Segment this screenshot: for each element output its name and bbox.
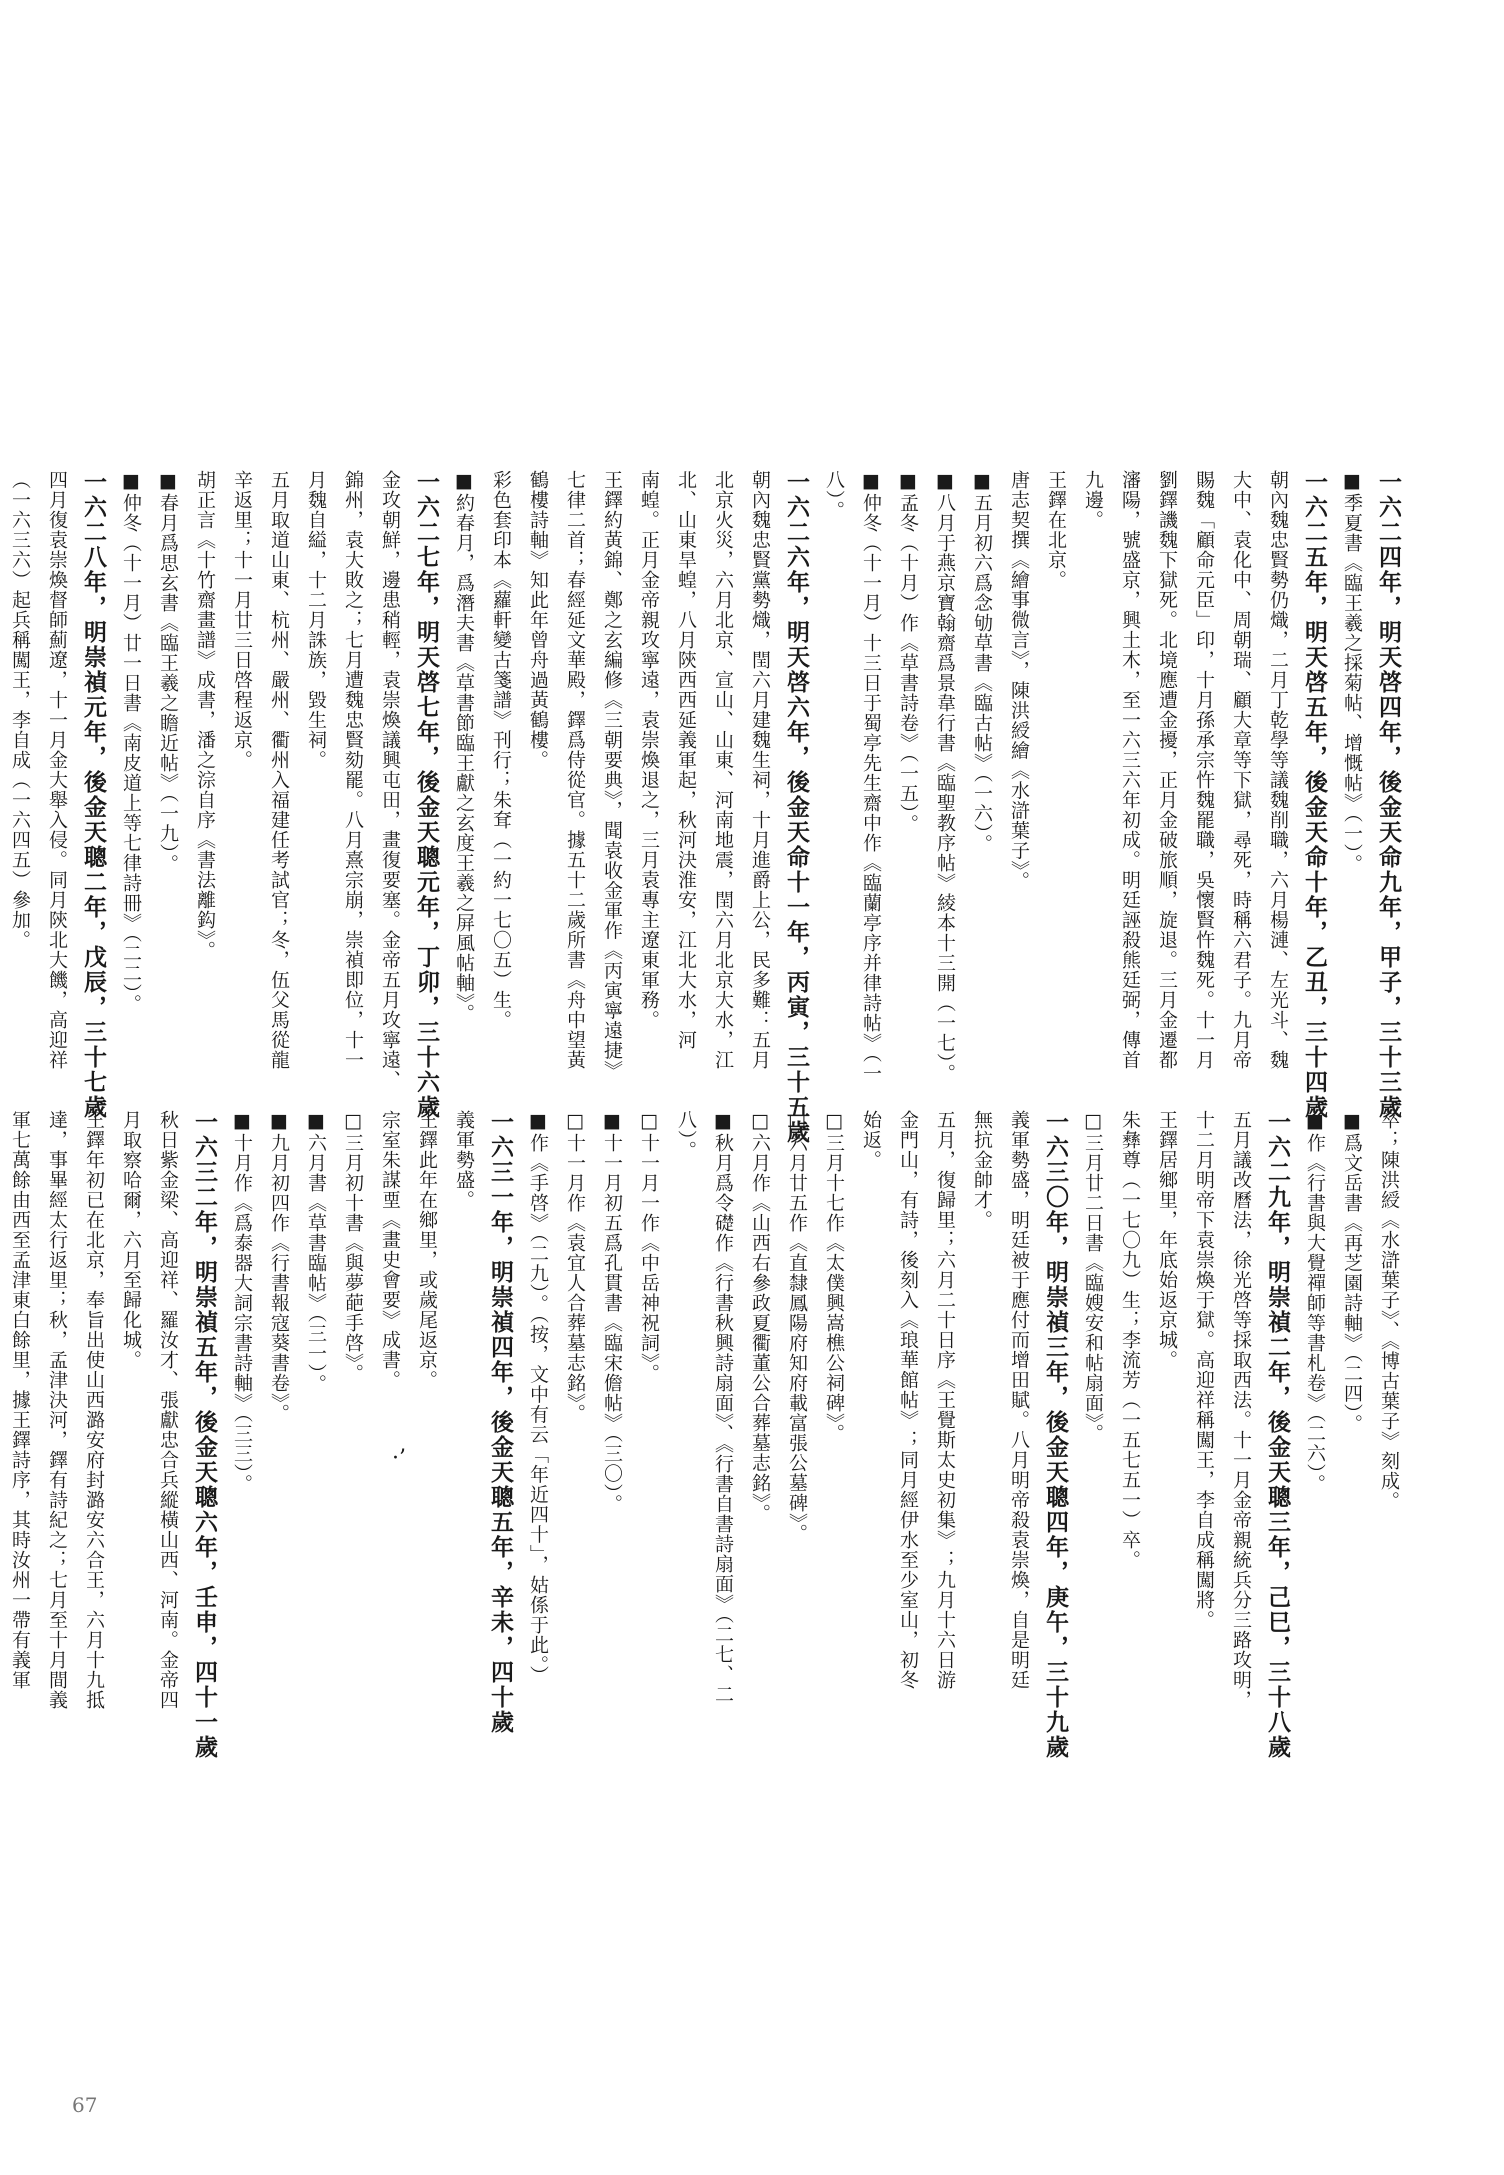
text-line: ■作《行書與大覺禪師等書札卷》（二六）。 [1304, 1110, 1326, 1494]
text-line: 胡正言《十竹齋畫譜》成書，潘之淙自序《書法離鈎》。 [194, 470, 216, 961]
text-line: ■五月初六爲念劬草書《臨古帖》（一六）。 [971, 470, 993, 854]
stray-marks: ·’ [392, 1446, 406, 1471]
year-heading: 一六二七年，明天啓七年，後金天聰元年，丁卯，三十六歲 [413, 470, 440, 1120]
text-line: 南蝗。正月金帝親攻寧遠，袁崇煥退之，三月袁專主遼東軍務。 [638, 470, 660, 1030]
text-line: 北京火災，六月北京、宣山、山東、河南地震，閏六月北京大水，江 [712, 470, 734, 1070]
text-line: ■十一月初五爲孔貫書《臨宋儋帖》（三〇）。 [601, 1110, 623, 1514]
text-line: 金門山，有詩，後刻入《琅華館帖》；同月經伊水至少室山，初冬 [897, 1110, 919, 1690]
year-heading: 一六二八年，明崇禎元年，後金天聰二年，戊辰，三十七歲 [80, 470, 107, 1120]
text-line: 王鐸在北京。 [1045, 470, 1067, 590]
text-line: ■作《手啓》（二九）。（按，文中有云「年近四十」，姑係于此。） [527, 1110, 549, 1686]
text-line: 錦州，袁大敗之；七月遭魏忠賢劾罷。八月熹宗崩，崇禎即位，十一 [342, 470, 364, 1070]
lower-text-section [0, 1110, 1404, 1760]
text-line: ■春月爲思玄書《臨王羲之瞻近帖》（一九）。 [157, 470, 179, 874]
year-heading: 一六二四年，明天啓四年，後金天命九年，甲子，三十三歲 [1375, 470, 1402, 1120]
text-line: ■約春月，爲潛夫書《草書節臨王獻之玄度王羲之屏風帖軸》。 [453, 470, 475, 1024]
text-line: 劉鐸譏魏下獄死。北境應遭金擾，正月金破旅順，旋退。三月金遷都 [1156, 470, 1178, 1070]
text-line: 義軍勢盛，明廷被于應付而增田賦。八月明帝殺袁崇煥，自是明廷 [1008, 1110, 1030, 1690]
text-line: ■仲冬（十一月）十三日于蜀亭先生齋中作《臨蘭亭序并律詩帖》（一 [860, 470, 882, 1084]
text-line: ■仲冬（十一月）廿一日書《南皮道上等七律詩冊》（二二）。 [120, 470, 142, 1014]
text-line: □十一月一作《中岳神祝詞》。 [638, 1110, 660, 1384]
text-line: 宗室朱謀垔《畫史會要》成書。 [379, 1110, 401, 1390]
text-line: 彩色套印本《蘿軒變古箋譜》刊行；朱耷（一約一七〇五）生。 [490, 470, 512, 1030]
text-line: 月取察哈爾，六月至歸化城。 [120, 1110, 142, 1370]
text-line: 秋日紫金梁、高迎祥、羅汝才、張獻忠合兵縱橫山西、河南。金帝四 [157, 1110, 179, 1710]
text-line: 四月復袁崇煥督師薊遼，十一月金大舉入侵。同月陝北大饑，高迎祥 [46, 470, 68, 1070]
text-line: 金攻朝鮮，邊患稍輕，袁崇煥議興屯田，畫復要塞。金帝五月攻寧遠、 [379, 470, 401, 1090]
text-line: □三月十七作《太僕興嵩樵公祠碑》。 [823, 1110, 845, 1444]
text-line: ■九月初四作《行書報寇葵書卷》。 [268, 1110, 290, 1424]
text-line: 九邊。 [1082, 470, 1104, 530]
year-heading: 一六二六年，明天啓六年，後金天命十一年，丙寅，三十五歲 [783, 470, 810, 1145]
text-line: □三月廿二日書《臨嫂安和帖扇面》。 [1082, 1110, 1104, 1444]
text-line: 朱彝尊（一七〇九）生；李流芳（一五七五一）卒。 [1119, 1110, 1141, 1570]
year-heading: 一六二九年，明崇禎二年，後金天聰三年，己巳，三十八歲 [1264, 1110, 1291, 1760]
text-line: □六月廿五作《直隸鳳陽府知府載富張公墓碑》。 [786, 1110, 808, 1544]
text-line: 朝內魏忠賢黨勢熾，閏六月建魏生祠，十月進爵上公，民多難：五月 [749, 470, 771, 1070]
text-line: 大中、袁化中、周朝瑞、顧大章等下獄，尋死，時稱六君子。九月帝 [1230, 470, 1252, 1070]
page-number: 67 [72, 2093, 98, 2117]
text-line: 王鐸約黃錦、鄭之玄編修《三朝要典》，聞袁收金軍作《丙寅寧遠捷》 [601, 470, 623, 1081]
upper-text-section [0, 470, 1404, 1145]
text-line: 唐志契撰《繪事微言》，陳洪綬繪《水滸葉子》。 [1008, 470, 1030, 891]
text-line: 王鐸居鄉里，年底始返京城。 [1156, 1110, 1178, 1370]
text-line: 鶴樓詩軸》知此年曾舟過黃鶴樓。 [527, 470, 549, 770]
text-line: 卒；陳洪綬《水滸葉子》、《博古葉子》刻成。 [1378, 1110, 1400, 1511]
text-line: 五月議改曆法，徐光啓等採取西法。十一月金帝親統兵分三路攻明， [1230, 1110, 1252, 1710]
text-line: 達，事畢經太行返里；秋，孟津決河，鐸有詩紀之；七月至十月間義 [46, 1110, 68, 1710]
year-heading: 一六三一年，明崇禎四年，後金天聰五年，辛未，四十歲 [487, 1110, 514, 1735]
text-line: 賜魏「顧命元臣」印，十月孫承宗忤魏罷職，吳懷賢忤魏死。十一月 [1193, 470, 1215, 1070]
text-line: □三月初十書《與夢葩手啓》。 [342, 1110, 364, 1384]
text-line: 五月取道山東、杭州、嚴州、衢州入福建任考試官；冬，伍父馬從龍 [268, 470, 290, 1070]
text-line: 瀋陽，號盛京，興土木，至一六三六年初成。明廷誣殺熊廷弼，傳首 [1119, 470, 1141, 1070]
text-line: 無抗金帥才。 [971, 1110, 993, 1230]
text-line: 十二月明帝下袁崇煥于獄。高迎祥稱闖王，李自成稱闖將。 [1193, 1110, 1215, 1630]
text-line: 七律二首；春經延文華殿，鐸爲侍從官。據五十二歲所書《舟中望黃 [564, 470, 586, 1070]
text-line: ■十月作《爲泰器大詞宗書詩軸》（三三）。 [231, 1110, 253, 1494]
text-line: 八）。 [823, 470, 845, 521]
text-line: 北、山東旱蝗，八月陝西西延義軍起，秋河決淮安，江北大水，河 [675, 470, 697, 1050]
year-heading: 一六二五年，明天啓五年，後金天命十年，乙丑，三十四歲 [1301, 470, 1328, 1120]
text-line: 八）。 [675, 1110, 697, 1161]
text-line: 五月，復歸里；六月二十日序《王覺斯太史初集》；九月十六日游 [934, 1110, 956, 1690]
text-line: ■八月于燕京寶翰齋爲景韋行書《臨聖教序帖》綾本十三開（一七）。 [934, 470, 956, 1084]
text-line: （一六三六）起兵稱闖王，李自成（一六四五）參加。 [9, 470, 31, 950]
text-line: ■六月書《草書臨帖》（三一）。 [305, 1110, 327, 1394]
text-line: 王鐸年初已在北京，奉旨出使山西潞安府封潞安六合王，六月十九抵 [83, 1110, 105, 1710]
text-line: 王鐸此年在鄉里，或歲尾返京。 [416, 1110, 438, 1390]
text-line: 軍七萬餘由西至孟津東白餘里，據王鐸詩序，其時汝州一帶有義軍 [9, 1110, 31, 1690]
text-line: ■季夏書《臨王羲之採菊帖、增慨帖》（一）。 [1341, 470, 1363, 874]
text-line: ■秋月爲令礎作《行書秋興詩扇面》、《行書自書詩扇面》（二七、二 [712, 1110, 734, 1705]
text-line: □六月作《山西右參政夏衢董公合葬墓志銘》。 [749, 1110, 771, 1524]
text-line: 始返。 [860, 1110, 882, 1170]
text-line: 義軍勢盛。 [453, 1110, 475, 1210]
text-line: □十一月作《袁宜人合葬墓志銘》。 [564, 1110, 586, 1424]
text-line: 月魏自縊，十二月誅族，毀生祠。 [305, 470, 327, 770]
text-line: ■孟冬（十月）作《草書詩卷》（一五）。 [897, 470, 919, 834]
text-line: 朝內魏忠賢勢仍熾，二月丁乾學等議魏削職，六月楊漣、左光斗、魏 [1267, 470, 1289, 1070]
text-line: 辛返里；十一月廿三日啓程返京。 [231, 470, 253, 770]
year-heading: 一六三二年，明崇禎五年，後金天聰六年，壬申，四十一歲 [191, 1110, 218, 1760]
year-heading: 一六三〇年，明崇禎三年，後金天聰四年，庚午，三十九歲 [1042, 1110, 1069, 1760]
text-line: ■爲文岳書《再芝園詩軸》（二四）。 [1341, 1110, 1363, 1434]
